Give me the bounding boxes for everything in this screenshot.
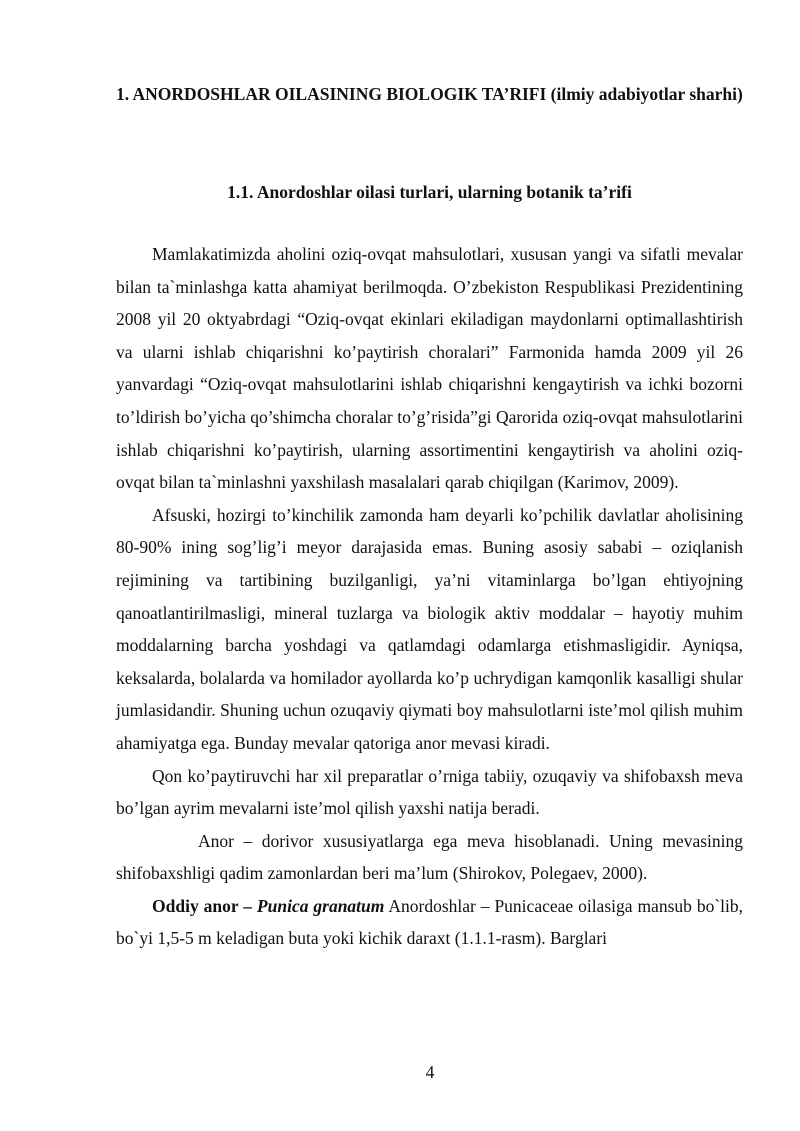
page-number: 4 — [425, 1062, 435, 1082]
paragraph-2: Afsuski, hozirgi to’kinchilik zamonda ham deyarli ko’pchilik davlatlar aholisining 80-90% ining sog’lig’i meyor darajasida emas. Buning asosiy sababi – oziqlanish rejimining va tartibining buzilganligi, ya’ni vitaminlarga bo’lgan ehtiyojning qanoatlantirilmasligi, mineral tuzlarga va biologik aktiv moddalar – hayotiy muhim moddalarning barcha yoshdagi va qatlamdagi odamlarga etishmasligidir. Ayniqsa, keksalarda, bolalarda va homilador ayollarda ko’p uchrydigan kamqonlik kasalligi shular jumlasidandir. Shuning uchun ozuqaviy qiymati boy mahsulotlarni iste’mol qilish muhim ahamiyatga ega. Bunday mevalar qatoriga anor mevasi kiradi. — [116, 504, 743, 753]
paragraph-4: Anor – dorivor xususiyatlarga ega meva hisoblanadi. Uning mevasining shifobaxshligi qadim zamonlardan beri ma’lum (Shirokov, Polegaev, 2000). — [116, 830, 743, 884]
paragraph-1: Mamlakatimizda aholini oziq-ovqat mahsulotlari, xususan yangi va sifatli mevalar bilan ta`minlashga katta ahamiyat berilmoqda. O’zbekiston Respublikasi Prezidentining 2008 yil 20 oktyabrdagi “Oziq-ovqat ekinlari ekiladigan maydonlarni optimallashtirish va ularni ishlab chiqarishni ko’paytirish choralari” Farmonida hamda 2009 yil 26 yanvardagi “Oziq-ovqat mahsulotlarini ishlab chiqarishni kengaytirish va ichki bozorni to’ldirish bo’yicha qo’shimcha choralar to’g’risida”gi Qarorida oziq-ovqat mahsulotlarini ishlab chiqarishni ko’paytirish, ularning assortimentini kengaytirish va aholini oziq-ovqat bilan ta`minlashni yaxshilash masalalari qarab chiqilgan (Karimov, 2009). — [116, 244, 743, 493]
body-text — [116, 238, 743, 955]
paragraph-5 — [116, 890, 743, 955]
paragraph-5-text: Anordoshlar – Punicaceae oilasiga mansub bo`lib, bo`yi 1,5-5 m keladigan buta yoki kichik daraxt (1.1.1-rasm). Barglari — [116, 895, 743, 949]
section-subheading: 1.1. Anordoshlar oilasi turlari, ularning botanik ta’rifi — [227, 182, 632, 202]
species-latin-name: Punica granatum — [256, 895, 385, 916]
chapter-heading: 1. ANORDOSHLAR OILASINING BIOLOGIK TA’RIFI (ilmiy adabiyotlar sharhi) — [116, 84, 743, 104]
species-common-name: Oddiy anor – — [152, 895, 257, 916]
paragraph-3: Qon ko’paytiruvchi har xil preparatlar o’rniga tabiiy, ozuqaviy va shifobaxsh meva bo’lgan ayrim mevalarni iste’mol qilish yaxshi natija beradi. — [116, 765, 743, 819]
